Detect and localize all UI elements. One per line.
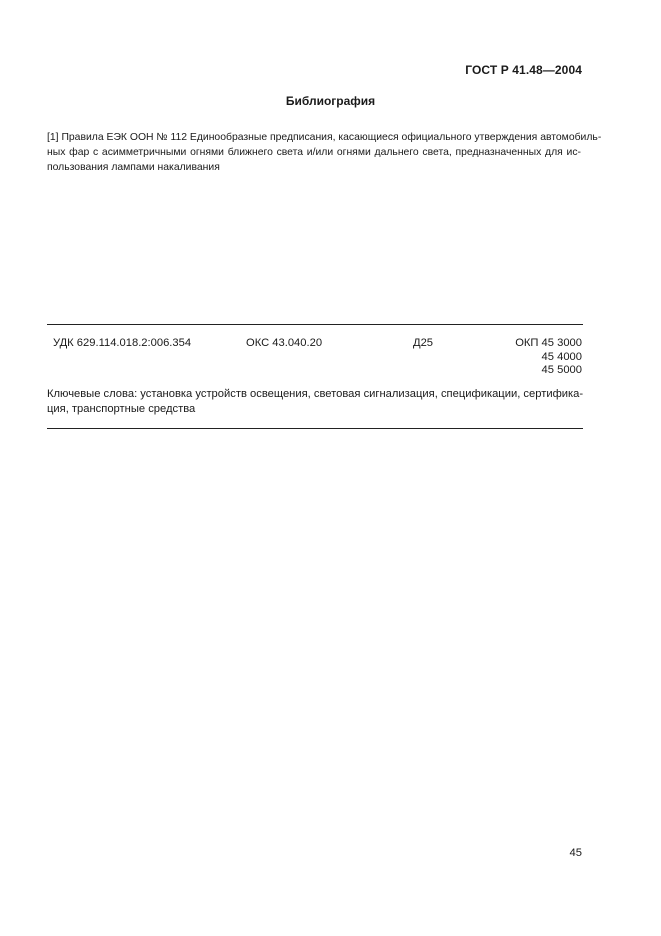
okp-codes [515,337,582,378]
okp-code-line: ОКП 45 3000 [515,337,582,349]
bibliography-entry [47,130,602,175]
bibliography-line: пользования лампами накаливания [47,162,220,173]
udk-code: УДК 629.114.018.2:006.354 [53,337,192,349]
keywords-block [47,387,583,416]
group-code: Д25 [413,337,434,349]
okp-code-line: 45 4000 [541,350,582,363]
page-number: 45 [569,847,582,859]
keywords-line: Ключевые слова: установка устройств освещения, световая сигнализация, спецификации, сертифика- [47,388,584,400]
divider-bottom [47,428,583,429]
document-code: ГОСТ Р 41.48—2004 [465,63,582,77]
keywords-line: ция, транспортные средства [47,402,196,415]
okp-code-line: 45 5000 [541,364,582,376]
section-title: Библиография [285,94,376,108]
divider-top [47,324,583,325]
oks-code: ОКС 43.040.20 [246,337,323,349]
bibliography-line: ных фар с асимметричными огнями ближнего света и/или огнями дальнего света, предназначенных для ис- [47,147,581,158]
bibliography-line: [1] Правила ЕЭК ООН № 112 Единообразные предписания, касающиеся официального утверждения автомобиль- [47,132,602,143]
